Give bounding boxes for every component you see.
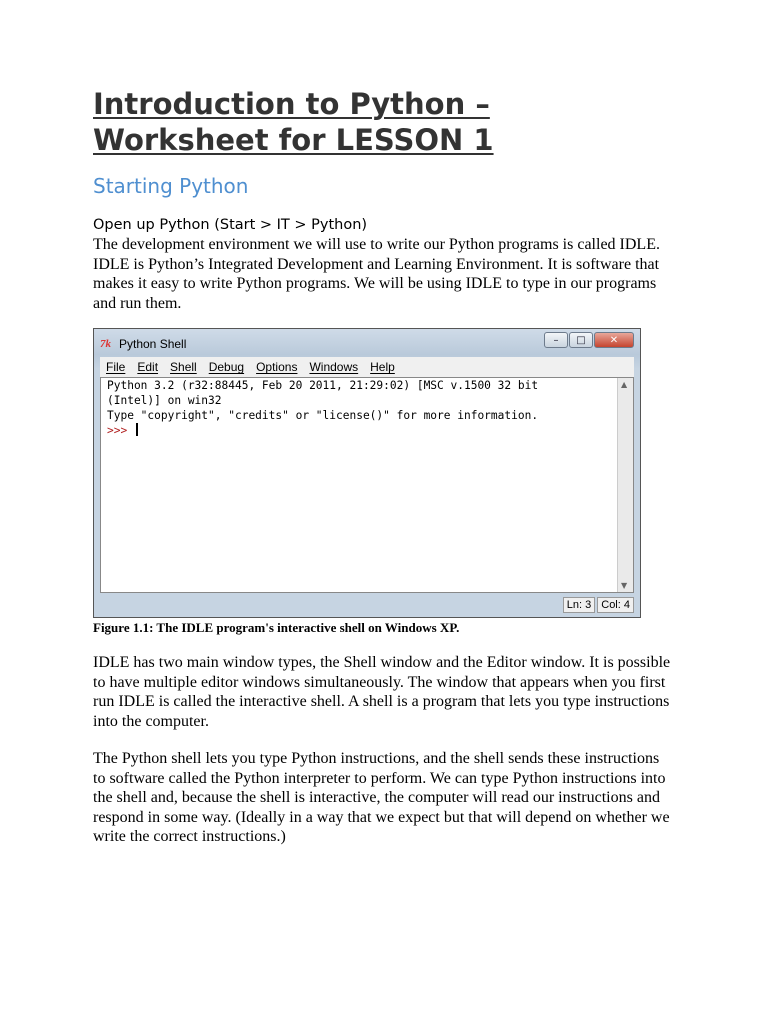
- window-titlebar: [100, 335, 186, 353]
- menu-edit[interactable]: Edit: [137, 360, 159, 374]
- menu-shell[interactable]: Shell: [170, 360, 197, 374]
- menu-windows[interactable]: Windows: [309, 360, 359, 374]
- shell-line: (Intel)] on win32: [107, 394, 222, 407]
- python-shell-screenshot: [93, 328, 641, 618]
- close-button[interactable]: ✕: [594, 332, 634, 348]
- section-heading: Starting Python: [93, 174, 249, 198]
- title-line-1: Introduction to Python –: [93, 87, 490, 121]
- shell-text-area[interactable]: [100, 377, 634, 593]
- status-bar: [563, 597, 634, 613]
- window-controls: [544, 332, 634, 348]
- status-col: Col: 4: [597, 597, 634, 613]
- menu-file[interactable]: File: [106, 360, 126, 374]
- paragraph-idle-intro: The development environment we will use to write our Python programs is called IDLE. IDLE is Python’s Integrated Development and Learning Environment. It is software that makes it easy to write Python programs. We will be using IDLE to type in our programs and run them.: [93, 236, 660, 312]
- paragraph-window-types: IDLE has two main window types, the Shell window and the Editor window. It is possible to have multiple editor windows simultaneously. The window that appears when you first run IDLE is called the interactive shell. A shell is a program that lets you type instructions into the computer.: [93, 654, 671, 730]
- page-title: [93, 86, 673, 158]
- minimize-button[interactable]: –: [544, 332, 568, 348]
- status-line: Ln: 3: [563, 597, 595, 613]
- menu-options[interactable]: Options: [256, 360, 298, 374]
- vertical-scrollbar[interactable]: [617, 378, 633, 592]
- menu-bar: [100, 357, 634, 377]
- instruction-text: Open up Python (Start > IT > Python): [93, 217, 368, 233]
- scroll-down-icon[interactable]: ▼: [621, 581, 628, 590]
- paragraph-python-shell: The Python shell lets you type Python instructions, and the shell sends these instructions to software called the Python interpreter to perform. We can type Python instructions into the shell and, because the shell is interactive, the computer will read our instructions and respond in some way. (Ideally in a way that we expect but that will depend on whether we write the correct instructions.): [93, 750, 670, 846]
- shell-line: Type "copyright", "credits" or "license()" for more information.: [107, 409, 539, 422]
- title-line-2: Worksheet for LESSON 1: [93, 123, 494, 157]
- figure-caption: Figure 1.1: The IDLE program's interactive shell on Windows XP.: [93, 620, 460, 635]
- text-cursor: [136, 423, 138, 436]
- shell-output: [107, 378, 613, 438]
- shell-prompt-line: [107, 423, 613, 438]
- window-title: Python Shell: [119, 337, 187, 351]
- shell-line: Python 3.2 (r32:88445, Feb 20 2011, 21:29:02) [MSC v.1500 32 bit: [107, 379, 539, 392]
- menu-help[interactable]: Help: [370, 360, 395, 374]
- menu-debug[interactable]: Debug: [208, 360, 245, 374]
- tk-icon: 7k: [100, 338, 111, 350]
- shell-prompt: >>>: [107, 424, 128, 437]
- scroll-up-icon[interactable]: ▲: [621, 380, 628, 389]
- maximize-button[interactable]: □: [569, 332, 593, 348]
